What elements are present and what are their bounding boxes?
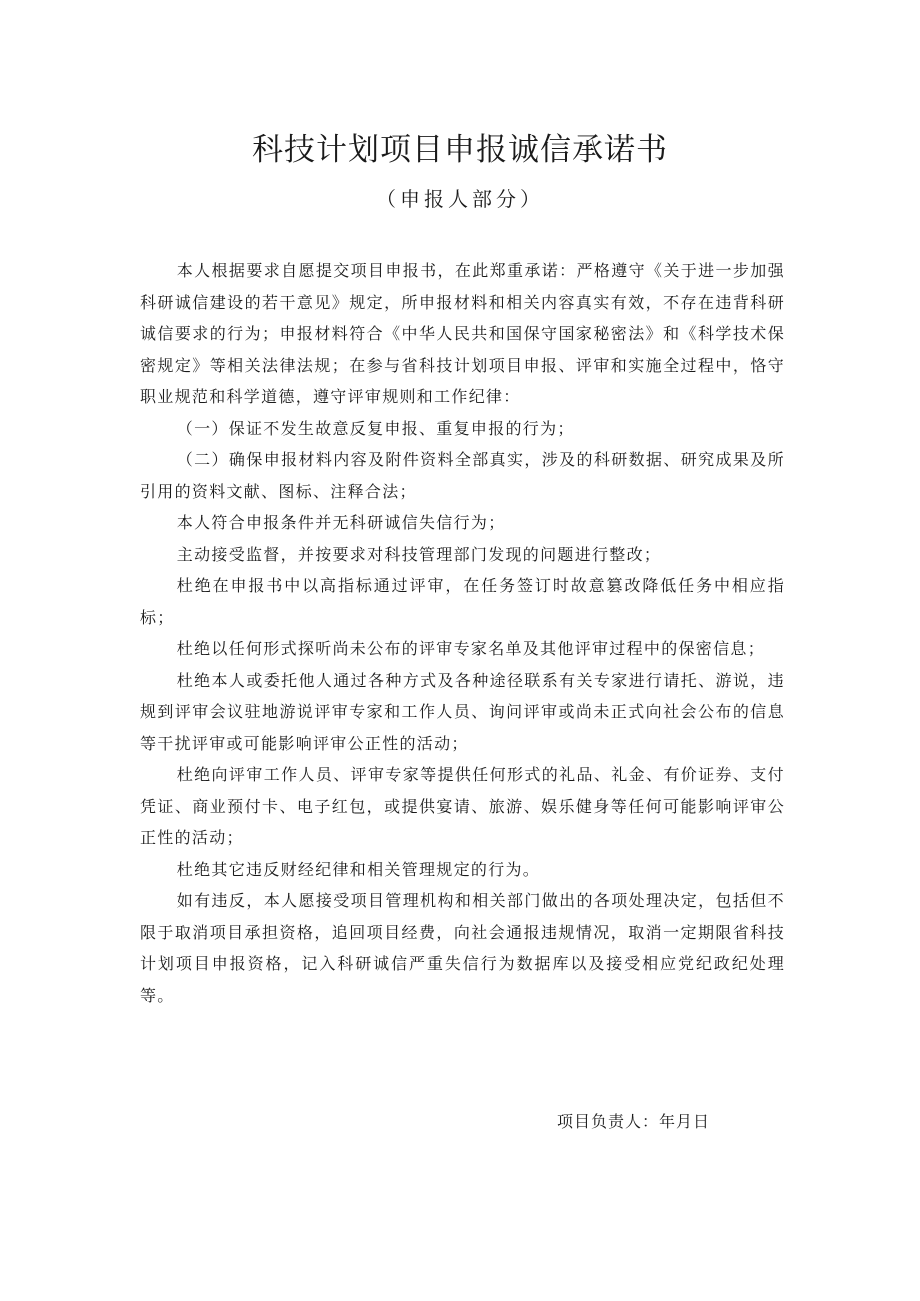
paragraph-financial: 杜绝其它违反财经纪律和相关管理规定的行为。	[176, 859, 541, 879]
paragraph-item-2: （二）确保申报材料内容及附件资料全部真实，涉及的科研数据、研究成果及所引用的资料文献、图标、注释合法；	[140, 450, 785, 501]
paragraph-lobbying: 杜绝本人或委托他人通过各种方式及各种途径联系有关专家进行请托、游说，违规到评审会议驻地游说评审专家和工作人员、询问评审或尚未正式向社会公布的信息等干扰评审或可能影响评审公正性的活动；	[140, 670, 785, 753]
paragraph-intro: 本人根据要求自愿提交项目申报书，在此郑重承诺：严格遵守《关于进一步加强科研诚信建设的若干意见》规定，所申报材料和相关内容真实有效，不存在违背科研诚信要求的行为；申报材料符合《中华人民共和国保守国家秘密法》和《科学技术保密规定》等相关法律法规；在参与省科技计划项目申报、评审和实施全过程中，恪守职业规范和科学道德，遵守评审规则和工作纪律：	[140, 261, 785, 406]
page-subtitle: （申报人部分）	[376, 187, 544, 211]
paragraph-confidentiality: 杜绝以任何形式探听尚未公布的评审专家名单及其他评审过程中的保密信息；	[176, 639, 765, 658]
paragraph-eligibility: 本人符合申报条件并无科研诚信失信行为；	[176, 513, 506, 532]
paragraph-item-1: （一）保证不发生故意反复申报、重复申报的行为；	[176, 418, 575, 438]
paragraph-gifts: 杜绝向评审工作人员、评审专家等提供任何形式的礼品、礼金、有价证券、支付凭证、商业预付卡、电子红包，或提供宴请、旅游、娱乐健身等任何可能影响评审公正性的活动；	[140, 765, 785, 847]
paragraph-penalty: 如有违反，本人愿接受项目管理机构和相关部门做出的各项处理决定，包括但不限于取消项目承担资格，追回项目经费，向社会通报违规情况，取消一定期限省科技计划项目申报资格，记入科研诚信严重失信行为数据库以及接受相应党纪政纪处理等。	[140, 891, 785, 1005]
paragraph-supervision: 主动接受监督，并按要求对科技管理部门发现的问题进行整改；	[176, 544, 662, 564]
signature-line: 项目负责人：年月日	[557, 1112, 711, 1131]
commitment-body	[140, 255, 785, 1011]
paragraph-indicators: 杜绝在申报书中以高指标通过评审，在任务签订时故意篡改降低任务中相应指标；	[140, 576, 785, 627]
page-title: 科技计划项目申报诚信承诺书	[252, 132, 668, 168]
